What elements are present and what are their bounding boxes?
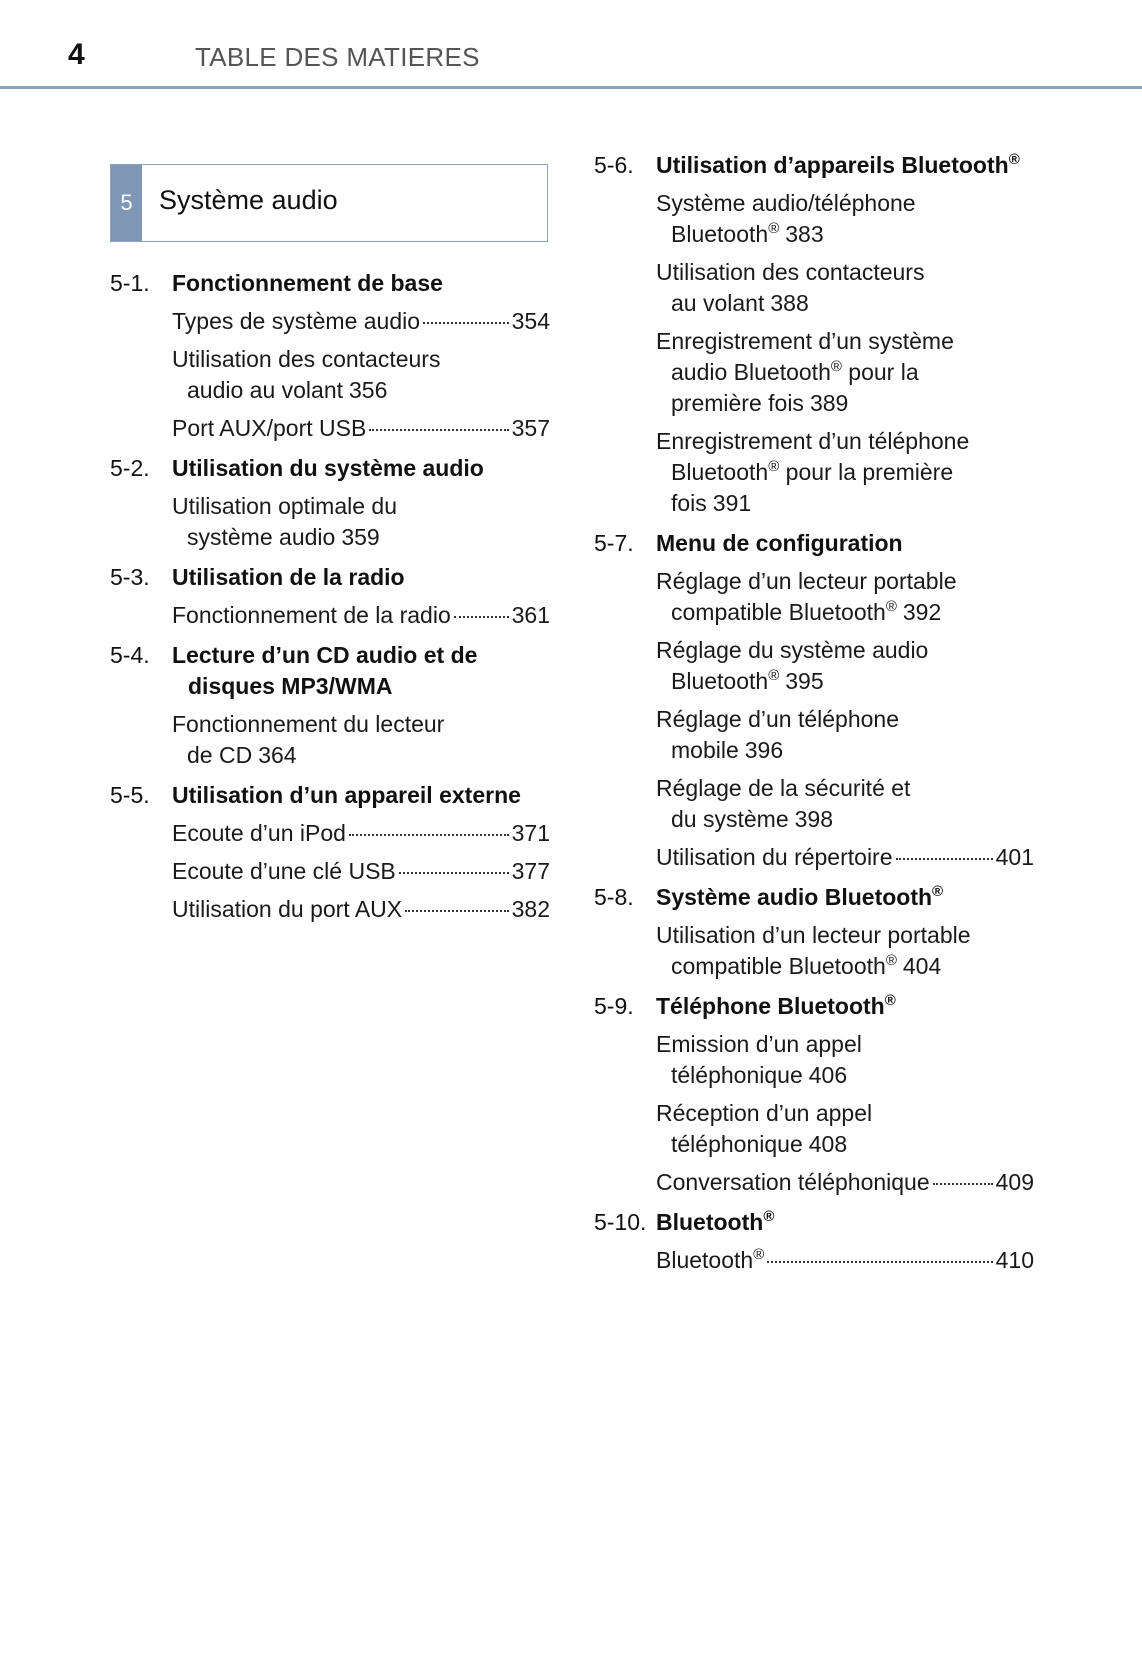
header-title: TABLE DES MATIERES (195, 42, 480, 72)
entry-text: Réception d’un appel (656, 1100, 873, 1126)
entry-text: Utilisation d’un lecteur portable (656, 922, 971, 948)
entry-text-part: compatible Bluetooth (671, 599, 886, 625)
entry-text: Réglage de la sécurité et (656, 775, 911, 801)
entry-text-part: audio Bluetooth (671, 359, 831, 385)
page-ref: 404 (902, 953, 942, 979)
entry-text-part: compatible Bluetooth (671, 953, 886, 979)
section-number: 5-2. (110, 455, 150, 481)
toc-entry[interactable] (172, 344, 550, 406)
entry-text: Conversation téléphonique (656, 1169, 930, 1195)
entry-text: Ecoute d’une clé USB (172, 858, 396, 884)
entry-text (671, 221, 779, 247)
page-ref: 377 (511, 858, 550, 884)
chapter-heading (110, 164, 548, 242)
section-title: Utilisation du système audio (172, 455, 484, 481)
toc-entry[interactable] (172, 856, 550, 887)
entry-text: Enregistrement d’un système (656, 328, 954, 354)
entry-text: mobile (671, 737, 739, 763)
entry-text: de CD (187, 742, 253, 768)
registered-mark: ® (768, 667, 780, 684)
toc-entry[interactable] (172, 818, 550, 849)
section-title: Utilisation de la radio (172, 564, 405, 590)
registered-mark: ® (884, 992, 896, 1009)
section-title-text: Téléphone Bluetooth (656, 993, 885, 1019)
page-ref: 395 (785, 668, 824, 694)
section-heading (110, 780, 550, 811)
section-number: 5-4. (110, 642, 150, 668)
toc-entry[interactable] (656, 635, 1034, 697)
entry-text-part: Bluetooth (656, 1247, 754, 1273)
leader-dots (399, 872, 509, 874)
entry-text-part: Bluetooth (671, 668, 769, 694)
leader-dots (933, 1183, 993, 1185)
toc-entry[interactable] (656, 773, 1034, 835)
page-ref: 371 (511, 820, 550, 846)
toc-entry[interactable] (172, 306, 550, 337)
page-ref: 383 (785, 221, 824, 247)
toc-entry[interactable] (656, 1245, 1034, 1276)
registered-mark: ® (753, 1246, 765, 1263)
registered-mark: ® (763, 1208, 775, 1225)
toc-entry[interactable] (656, 188, 1034, 250)
section-number: 5-7. (594, 530, 634, 556)
section-title (656, 882, 1034, 913)
entry-text: Fonctionnement de la radio (172, 602, 451, 628)
entry-text: Port AUX/port USB (172, 415, 367, 441)
toc-entry[interactable] (172, 709, 550, 771)
section-heading (594, 882, 1034, 913)
section-title-line: disques MP3/WMA (188, 673, 393, 699)
section-title (172, 640, 550, 702)
entry-text-part: pour la première (779, 459, 954, 485)
section-heading (110, 268, 550, 299)
registered-mark: ® (830, 358, 842, 375)
leader-dots (896, 858, 993, 860)
entry-text: Utilisation du port AUX (172, 896, 403, 922)
section-title (656, 1207, 1034, 1238)
toc-entry[interactable] (656, 842, 1034, 873)
entry-text (656, 457, 1034, 488)
section-title-text: Bluetooth (656, 1209, 764, 1235)
page-ref: 361 (511, 602, 550, 628)
section-number: 5-9. (594, 993, 634, 1019)
section-title-text: Utilisation d’appareils Bluetooth (656, 152, 1009, 178)
toc-entry[interactable] (172, 600, 550, 631)
toc-entry[interactable] (172, 413, 550, 444)
page-header (0, 0, 1142, 90)
entry-text: Réglage d’un téléphone (656, 706, 899, 732)
entry-text: audio au volant (187, 377, 344, 403)
page-ref: 401 (995, 844, 1034, 870)
toc-entry[interactable] (656, 1029, 1034, 1091)
entry-text (671, 668, 779, 694)
leader-dots (349, 834, 509, 836)
section-title-text: Système audio Bluetooth (656, 884, 933, 910)
entry-text: Utilisation des contacteurs (172, 346, 441, 372)
header-divider (0, 86, 1142, 89)
leader-dots (405, 910, 509, 912)
page-ref: 406 (808, 1062, 848, 1088)
chapter-title: Système audio (159, 185, 338, 215)
entry-text: fois (671, 490, 707, 516)
entry-text: téléphonique (671, 1062, 803, 1088)
page-ref: 357 (511, 415, 550, 441)
entry-text-part: Bluetooth (671, 459, 769, 485)
section-number: 5-6. (594, 152, 634, 178)
section-title (656, 991, 1034, 1022)
entry-text: Types de système audio (172, 308, 421, 334)
toc-left-column (110, 268, 550, 925)
chapter-number: 5 (111, 165, 142, 241)
toc-entry[interactable] (656, 326, 1034, 419)
entry-text: Utilisation du répertoire (656, 844, 893, 870)
registered-mark: ® (768, 220, 780, 237)
registered-mark: ® (932, 883, 944, 900)
page-ref: 392 (902, 599, 942, 625)
toc-right-column (594, 150, 1034, 1276)
toc-entry[interactable] (656, 1098, 1034, 1160)
page-ref: 408 (808, 1131, 848, 1157)
entry-text-part: pour la (841, 359, 919, 385)
entry-text: Réglage du système audio (656, 637, 929, 663)
entry-text: au volant (671, 290, 765, 316)
toc-entry[interactable] (656, 1167, 1034, 1198)
page-ref: 364 (258, 742, 297, 768)
section-heading (594, 150, 1034, 181)
page-ref: 409 (995, 1169, 1034, 1195)
entry-text (656, 1245, 764, 1276)
registered-mark: ® (885, 598, 897, 615)
section-number: 5-1. (110, 270, 150, 296)
toc-entry[interactable] (656, 426, 1034, 519)
section-heading (110, 640, 550, 702)
section-heading (110, 562, 550, 593)
leader-dots (369, 429, 508, 431)
page-number: 4 (68, 38, 85, 71)
page-ref: 389 (809, 390, 849, 416)
page-ref: 410 (995, 1247, 1034, 1273)
page-ref: 388 (770, 290, 809, 316)
entry-text: système audio (187, 524, 336, 550)
entry-text: Utilisation optimale du (172, 493, 398, 519)
entry-text: Fonctionnement du lecteur (172, 711, 445, 737)
toc-entry[interactable] (172, 491, 550, 553)
leader-dots (767, 1261, 992, 1263)
entry-text-part: Bluetooth (671, 221, 769, 247)
entry-text: première fois (671, 390, 804, 416)
page-ref: 359 (341, 524, 380, 550)
section-number: 5-10. (594, 1209, 647, 1235)
section-title: Fonctionnement de base (172, 270, 443, 296)
page-ref: 382 (511, 896, 550, 922)
entry-text: Utilisation des contacteurs (656, 259, 925, 285)
section-heading (110, 453, 550, 484)
toc-entry[interactable] (656, 704, 1034, 766)
toc-entry[interactable] (656, 566, 1034, 628)
leader-dots (423, 322, 509, 324)
page-ref: 354 (511, 308, 550, 334)
toc-entry[interactable] (172, 894, 550, 925)
page-ref: 356 (349, 377, 388, 403)
toc-entry[interactable] (656, 257, 1034, 319)
section-number: 5-3. (110, 564, 150, 590)
section-heading (594, 528, 1034, 559)
leader-dots (454, 616, 509, 618)
entry-text: du système (671, 806, 789, 832)
entry-text: Système audio/téléphone (656, 190, 916, 216)
page-ref: 391 (712, 490, 752, 516)
entry-text (671, 599, 897, 625)
section-title: Menu de configuration (656, 530, 903, 556)
entry-text: Réglage d’un lecteur portable (656, 568, 957, 594)
section-heading (594, 1207, 1034, 1238)
page-ref: 396 (744, 737, 784, 763)
entry-text: téléphonique (671, 1131, 803, 1157)
registered-mark: ® (768, 458, 780, 475)
section-number: 5-8. (594, 884, 634, 910)
toc-entry[interactable] (656, 920, 1034, 982)
section-title-line: Lecture d’un CD audio et de (172, 642, 478, 668)
entry-text (656, 357, 1034, 388)
page-ref: 398 (794, 806, 833, 832)
registered-mark: ® (1008, 151, 1020, 168)
entry-text (671, 953, 897, 979)
entry-text: Ecoute d’un iPod (172, 820, 346, 846)
entry-text: Enregistrement d’un téléphone (656, 428, 970, 454)
entry-text: Emission d’un appel (656, 1031, 862, 1057)
section-heading (594, 991, 1034, 1022)
section-number: 5-5. (110, 782, 150, 808)
registered-mark: ® (885, 952, 897, 969)
section-title (656, 150, 1034, 181)
section-title: Utilisation d’un appareil externe (172, 782, 521, 808)
